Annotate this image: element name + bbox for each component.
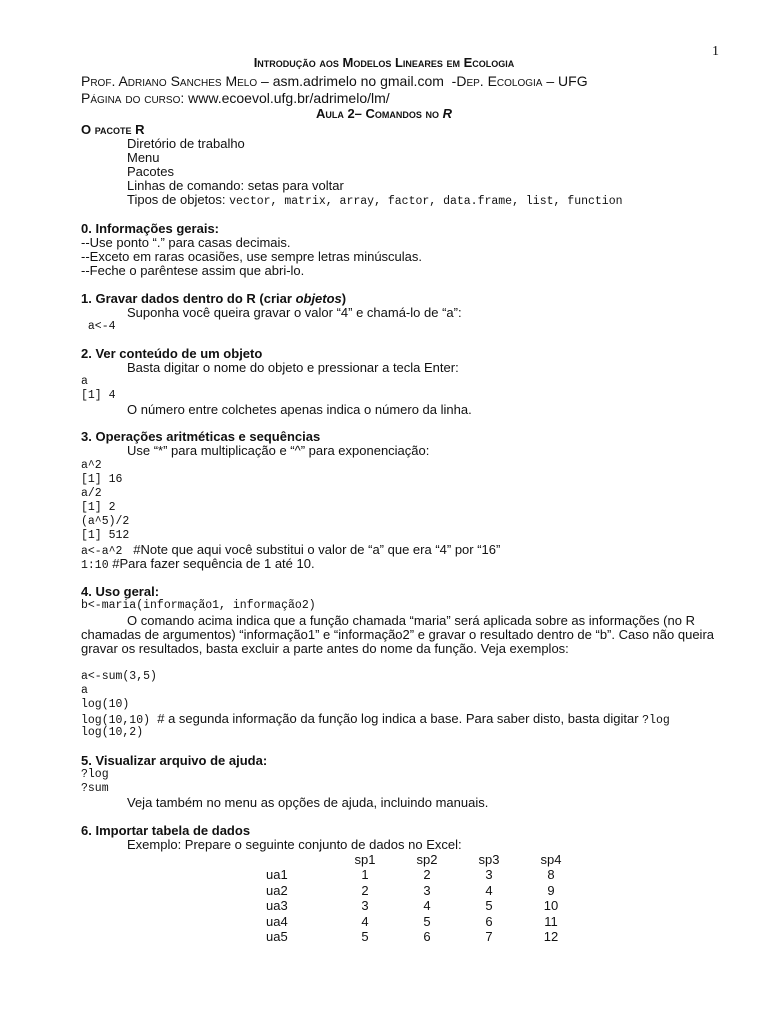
university: – UFG — [542, 73, 588, 89]
table-header-cell: sp4 — [540, 852, 562, 867]
section-heading-0: 0. Informações gerais: — [81, 221, 219, 236]
table-cell: 12 — [543, 929, 559, 945]
section-heading-1 — [81, 291, 346, 306]
heading-text: 1. Gravar dados dentro do R (criar — [81, 291, 296, 306]
paragraph-line: O comando acima indica que a função chamada “maria” será aplicada sobre as informações (no R — [127, 613, 695, 628]
object-types-label: Tipos de objetos: — [127, 192, 230, 207]
info-line: --Feche o parêntese assim que abri-lo. — [81, 263, 305, 278]
code-line: a/2 — [81, 487, 102, 500]
table-cell: 6 — [485, 913, 493, 929]
section-3-text: Use “*” para multiplicação e “^” para exponenciação: — [127, 443, 430, 458]
code-comment: # a segunda informação da função log indica a base. Para saber disto, basta digitar — [150, 711, 643, 726]
table-header-cell: sp2 — [416, 852, 438, 867]
code-line: log(10) — [81, 698, 130, 711]
section-2-text: Basta digitar o nome do objeto e pressionar a tecla Enter: — [127, 360, 459, 375]
table-cell: 2 — [361, 882, 369, 898]
lesson-title-r: R — [442, 106, 453, 121]
table-cell: 5 — [423, 913, 431, 929]
course-page-label: Página do curso — [81, 90, 181, 106]
section-2-note: O número entre colchetes apenas indica o número da linha. — [127, 402, 472, 417]
code-with-comment — [81, 711, 670, 728]
table-row — [240, 929, 582, 944]
code-output: [1] 2 — [81, 501, 116, 514]
table-header-cell — [240, 852, 334, 867]
pacote-item: Pacotes — [127, 164, 174, 179]
paragraph-line: gravar os resultados, basta excluir a parte antes do nome da função. Veja exemplos: — [81, 641, 569, 656]
table-cell: 11 — [544, 913, 558, 929]
table-row-label: ua1 — [266, 867, 288, 883]
section-heading-4: 4. Uso geral: — [81, 584, 160, 599]
table-cell: 5 — [361, 929, 369, 945]
table-cell: 4 — [423, 898, 431, 914]
code-line: a<-4 — [81, 320, 116, 333]
code-with-comment — [81, 556, 315, 573]
object-types-code: vector, matrix, array, factor, data.frame, list, function — [229, 195, 623, 208]
table-cell: 9 — [547, 882, 555, 898]
table-header-cell: sp1 — [354, 852, 376, 867]
pacote-item: Linhas de comando: setas para voltar — [127, 178, 344, 193]
object-types-line — [127, 192, 623, 209]
code-line: a — [81, 375, 88, 388]
table-cell: 5 — [485, 898, 493, 914]
table-cell: 3 — [361, 898, 369, 914]
table-cell: 3 — [423, 882, 431, 898]
table-row-label: ua3 — [266, 898, 288, 914]
code-line: a^2 — [81, 459, 102, 472]
paragraph-line: chamadas de argumentos) “informação1” e “informação2” e gravar o resultado dentro de “b”. Caso não queira — [81, 627, 715, 642]
code-line: (a^5)/2 — [81, 515, 130, 528]
code-comment: #Para fazer sequência de 1 até 10. — [108, 556, 315, 571]
author-line — [81, 74, 588, 89]
code-line: 1:10 — [81, 559, 109, 572]
author-name: Prof. Adriano Sanches Melo — [81, 73, 258, 89]
heading-text-end: ) — [341, 291, 347, 306]
page-number: 1 — [712, 44, 719, 59]
code-output: [1] 16 — [81, 473, 123, 486]
code-line: log(10,2) — [81, 726, 144, 739]
table-row-label: ua5 — [266, 929, 288, 945]
author-email: – asm.adrimelo no gmail.com - — [257, 73, 457, 89]
code-line: ?log — [81, 768, 109, 781]
heading-emphasis: objetos — [295, 291, 342, 306]
section-5-text: Veja também no menu as opções de ajuda, incluindo manuais. — [127, 795, 489, 810]
code-line: ?sum — [81, 782, 109, 795]
table-cell: 8 — [547, 867, 555, 883]
table-cell: 4 — [361, 913, 369, 929]
table-cell: 10 — [543, 898, 559, 914]
table-cell: 2 — [423, 867, 431, 883]
department: Dep. Ecologia — [456, 73, 543, 89]
table-cell: 1 — [361, 867, 369, 883]
section-heading-3: 3. Operações aritméticas e sequências — [81, 429, 321, 444]
section-heading-pacote: O pacote R — [81, 122, 145, 137]
info-line: --Use ponto “.” para casas decimais. — [81, 235, 291, 250]
code-line: a<-a^2 — [81, 545, 123, 558]
table-row-label: ua2 — [266, 882, 288, 898]
section-heading-6: 6. Importar tabela de dados — [81, 823, 251, 838]
code-inline: ?log — [642, 714, 670, 727]
table-row — [240, 898, 582, 913]
lesson-title-text: Aula 2– Comandos no — [315, 106, 443, 121]
table-cell: 3 — [485, 867, 493, 883]
code-line: log(10,10) — [81, 714, 151, 727]
course-page-url[interactable]: : www.ecoevol.ufg.br/adrimelo/lm/ — [180, 90, 390, 106]
code-output: [1] 512 — [81, 529, 130, 542]
pacote-item: Menu — [127, 150, 160, 165]
data-table — [240, 852, 582, 944]
table-header-row — [240, 852, 582, 867]
section-6-text: Exemplo: Prepare o seguinte conjunto de dados no Excel: — [127, 837, 462, 852]
code-output: [1] 4 — [81, 389, 116, 402]
code-line: a<-sum(3,5) — [81, 670, 157, 683]
table-cell: 6 — [423, 929, 431, 945]
table-row — [240, 867, 582, 882]
table-cell: 4 — [485, 882, 493, 898]
pacote-item: Diretório de trabalho — [127, 136, 245, 151]
section-heading-2: 2. Ver conteúdo de um objeto — [81, 346, 263, 361]
course-title: Introdução aos Modelos Lineares em Ecologia — [253, 55, 515, 70]
table-row — [240, 914, 582, 929]
section-heading-5: 5. Visualizar arquivo de ajuda: — [81, 753, 268, 768]
table-header-cell: sp3 — [478, 852, 500, 867]
table-cell: 7 — [485, 929, 493, 945]
code-line: a — [81, 684, 88, 697]
course-page-line — [81, 91, 390, 106]
code-line: b<-maria(informação1, informação2) — [81, 599, 316, 612]
lesson-title — [0, 106, 768, 121]
section-1-text: Suponha você queira gravar o valor “4” e chamá-lo de “a”: — [127, 305, 462, 320]
code-comment: #Note que aqui você substitui o valor de “a” que era “4” por “16” — [122, 542, 501, 557]
table-row-label: ua4 — [266, 913, 288, 929]
info-line: --Exceto em raras ocasiões, use sempre letras minúsculas. — [81, 249, 423, 264]
table-row — [240, 883, 582, 898]
